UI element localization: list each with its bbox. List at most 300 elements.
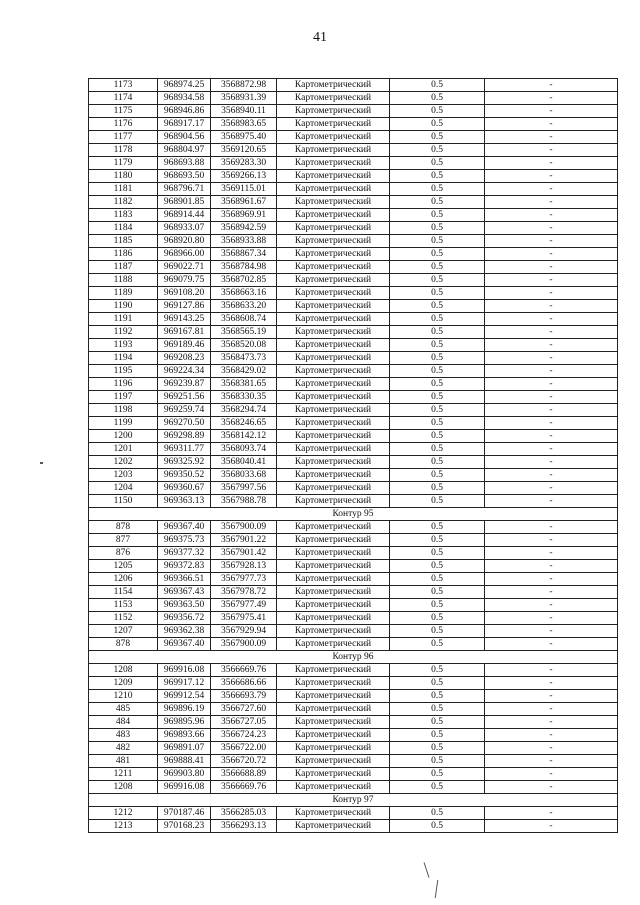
description: - [485,248,618,261]
y-coordinate: 3569120.65 [211,144,277,157]
method: Картометрический [277,521,390,534]
description: - [485,430,618,443]
y-coordinate: 3568942.59 [211,222,277,235]
x-coordinate: 969888.41 [158,755,211,768]
description: - [485,209,618,222]
table-row [89,300,618,313]
method: Картометрический [277,807,390,820]
x-coordinate: 969895.96 [158,716,211,729]
y-coordinate: 3566669.76 [211,664,277,677]
x-coordinate: 969127.86 [158,300,211,313]
accuracy: 0.5 [390,703,485,716]
x-coordinate: 969356.72 [158,612,211,625]
description: - [485,365,618,378]
accuracy: 0.5 [390,638,485,651]
accuracy: 0.5 [390,547,485,560]
table-row [89,313,618,326]
table-row [89,664,618,677]
table-row [89,222,618,235]
accuracy: 0.5 [390,586,485,599]
description: - [485,768,618,781]
method: Картометрический [277,131,390,144]
x-coordinate: 968914.44 [158,209,211,222]
method: Картометрический [277,482,390,495]
accuracy: 0.5 [390,196,485,209]
method: Картометрический [277,677,390,690]
table-row [89,378,618,391]
table-row [89,547,618,560]
accuracy: 0.5 [390,248,485,261]
method: Картометрический [277,638,390,651]
y-coordinate: 3568933.88 [211,235,277,248]
contour-header-row [89,508,618,521]
y-coordinate: 3569115.01 [211,183,277,196]
y-coordinate: 3567900.09 [211,638,277,651]
table-row [89,157,618,170]
contour-label: Контур 96 [89,651,618,664]
x-coordinate: 969079.75 [158,274,211,287]
point-number: 1204 [89,482,158,495]
contour-header-row [89,794,618,807]
y-coordinate: 3567901.42 [211,547,277,560]
method: Картометрический [277,365,390,378]
table-row [89,690,618,703]
table-row [89,274,618,287]
accuracy: 0.5 [390,235,485,248]
scan-mark [424,862,430,878]
point-number: 1198 [89,404,158,417]
x-coordinate: 969108.20 [158,287,211,300]
accuracy: 0.5 [390,222,485,235]
accuracy: 0.5 [390,443,485,456]
method: Картометрический [277,170,390,183]
point-number: 484 [89,716,158,729]
y-coordinate: 3568867.34 [211,248,277,261]
accuracy: 0.5 [390,144,485,157]
x-coordinate: 969259.74 [158,404,211,417]
y-coordinate: 3568663.16 [211,287,277,300]
description: - [485,391,618,404]
table-row [89,586,618,599]
table-row [89,79,618,92]
coordinates-table [88,78,618,833]
y-coordinate: 3567900.09 [211,521,277,534]
accuracy: 0.5 [390,664,485,677]
point-number: 1200 [89,430,158,443]
x-coordinate: 968804.97 [158,144,211,157]
point-number: 876 [89,547,158,560]
table-row [89,521,618,534]
method: Картометрический [277,118,390,131]
method: Картометрический [277,625,390,638]
table-row [89,287,618,300]
y-coordinate: 3566669.76 [211,781,277,794]
x-coordinate: 968934.58 [158,92,211,105]
point-number: 1183 [89,209,158,222]
scan-mark [40,462,43,464]
method: Картометрический [277,417,390,430]
y-coordinate: 3568294.74 [211,404,277,417]
x-coordinate: 969208.23 [158,352,211,365]
point-number: 485 [89,703,158,716]
table-row [89,183,618,196]
table-row [89,573,618,586]
method: Картометрический [277,664,390,677]
x-coordinate: 969325.92 [158,456,211,469]
method: Картометрический [277,534,390,547]
method: Картометрический [277,326,390,339]
table-row [89,339,618,352]
accuracy: 0.5 [390,495,485,508]
point-number: 1173 [89,79,158,92]
point-number: 1206 [89,573,158,586]
method: Картометрический [277,573,390,586]
description: - [485,339,618,352]
method: Картометрический [277,404,390,417]
x-coordinate: 969189.46 [158,339,211,352]
description: - [485,755,618,768]
accuracy: 0.5 [390,118,485,131]
accuracy: 0.5 [390,209,485,222]
point-number: 1212 [89,807,158,820]
table-row [89,404,618,417]
x-coordinate: 969367.43 [158,586,211,599]
description: - [485,118,618,131]
coordinates-table-body [89,79,618,833]
description: - [485,716,618,729]
point-number: 1207 [89,625,158,638]
x-coordinate: 969167.81 [158,326,211,339]
x-coordinate: 968917.17 [158,118,211,131]
y-coordinate: 3567977.73 [211,573,277,586]
point-number: 1152 [89,612,158,625]
point-number: 1153 [89,599,158,612]
accuracy: 0.5 [390,781,485,794]
table-row [89,781,618,794]
table-row [89,625,618,638]
y-coordinate: 3567929.94 [211,625,277,638]
point-number: 1203 [89,469,158,482]
x-coordinate: 968933.07 [158,222,211,235]
y-coordinate: 3567988.78 [211,495,277,508]
method: Картометрический [277,547,390,560]
description: - [485,638,618,651]
point-number: 1210 [89,690,158,703]
method: Картометрический [277,820,390,833]
contour-label: Контур 95 [89,508,618,521]
accuracy: 0.5 [390,105,485,118]
point-number: 878 [89,521,158,534]
x-coordinate: 968901.85 [158,196,211,209]
x-coordinate: 969375.73 [158,534,211,547]
description: - [485,677,618,690]
x-coordinate: 968974.25 [158,79,211,92]
point-number: 1197 [89,391,158,404]
y-coordinate: 3567901.22 [211,534,277,547]
table-row [89,391,618,404]
description: - [485,417,618,430]
accuracy: 0.5 [390,352,485,365]
accuracy: 0.5 [390,339,485,352]
table-row [89,768,618,781]
point-number: 1154 [89,586,158,599]
method: Картометрический [277,456,390,469]
description: - [485,820,618,833]
accuracy: 0.5 [390,599,485,612]
x-coordinate: 969143.25 [158,313,211,326]
y-coordinate: 3567978.72 [211,586,277,599]
description: - [485,586,618,599]
y-coordinate: 3568040.41 [211,456,277,469]
description: - [485,300,618,313]
point-number: 1190 [89,300,158,313]
method: Картометрический [277,196,390,209]
table-row [89,807,618,820]
point-number: 1150 [89,495,158,508]
point-number: 482 [89,742,158,755]
y-coordinate: 3566722.00 [211,742,277,755]
table-row [89,599,618,612]
description: - [485,313,618,326]
x-coordinate: 968946.86 [158,105,211,118]
table-row [89,443,618,456]
method: Картометрический [277,274,390,287]
description: - [485,404,618,417]
method: Картометрический [277,586,390,599]
point-number: 1208 [89,781,158,794]
x-coordinate: 969896.19 [158,703,211,716]
point-number: 1182 [89,196,158,209]
x-coordinate: 969912.54 [158,690,211,703]
point-number: 1181 [89,183,158,196]
point-number: 1184 [89,222,158,235]
y-coordinate: 3568565.19 [211,326,277,339]
method: Картометрический [277,391,390,404]
point-number: 1191 [89,313,158,326]
accuracy: 0.5 [390,820,485,833]
table-row [89,742,618,755]
accuracy: 0.5 [390,521,485,534]
description: - [485,274,618,287]
y-coordinate: 3568520.08 [211,339,277,352]
accuracy: 0.5 [390,274,485,287]
method: Картометрический [277,235,390,248]
description: - [485,196,618,209]
accuracy: 0.5 [390,326,485,339]
description: - [485,807,618,820]
method: Картометрический [277,430,390,443]
accuracy: 0.5 [390,404,485,417]
point-number: 1175 [89,105,158,118]
accuracy: 0.5 [390,430,485,443]
page-number: 41 [313,30,327,45]
y-coordinate: 3568429.02 [211,365,277,378]
description: - [485,456,618,469]
description: - [485,378,618,391]
contour-header-row [89,651,618,664]
y-coordinate: 3568633.20 [211,300,277,313]
description: - [485,92,618,105]
y-coordinate: 3568142.12 [211,430,277,443]
accuracy: 0.5 [390,456,485,469]
method: Картометрический [277,703,390,716]
x-coordinate: 968796.71 [158,183,211,196]
accuracy: 0.5 [390,287,485,300]
table-row [89,352,618,365]
x-coordinate: 969916.08 [158,664,211,677]
y-coordinate: 3568093.74 [211,443,277,456]
table-row [89,417,618,430]
description: - [485,235,618,248]
description: - [485,781,618,794]
method: Картометрический [277,755,390,768]
x-coordinate: 969362.38 [158,625,211,638]
description: - [485,521,618,534]
point-number: 1174 [89,92,158,105]
y-coordinate: 3567977.49 [211,599,277,612]
point-number: 1180 [89,170,158,183]
table-row [89,612,618,625]
method: Картометрический [277,443,390,456]
accuracy: 0.5 [390,482,485,495]
point-number: 483 [89,729,158,742]
method: Картометрический [277,768,390,781]
table-row [89,703,618,716]
method: Картометрический [277,378,390,391]
y-coordinate: 3568784.98 [211,261,277,274]
table-row [89,92,618,105]
method: Картометрический [277,469,390,482]
description: - [485,729,618,742]
method: Картометрический [277,157,390,170]
accuracy: 0.5 [390,534,485,547]
table-row [89,144,618,157]
accuracy: 0.5 [390,183,485,196]
table-row [89,716,618,729]
point-number: 1195 [89,365,158,378]
y-coordinate: 3568702.85 [211,274,277,287]
table-row [89,131,618,144]
y-coordinate: 3567928.13 [211,560,277,573]
table-row [89,326,618,339]
table-row [89,209,618,222]
accuracy: 0.5 [390,677,485,690]
method: Картометрический [277,716,390,729]
accuracy: 0.5 [390,157,485,170]
accuracy: 0.5 [390,469,485,482]
table-row [89,196,618,209]
description: - [485,131,618,144]
description: - [485,495,618,508]
x-coordinate: 969022.71 [158,261,211,274]
x-coordinate: 969224.34 [158,365,211,378]
method: Картометрический [277,105,390,118]
method: Картометрический [277,287,390,300]
x-coordinate: 968966.00 [158,248,211,261]
accuracy: 0.5 [390,742,485,755]
method: Картометрический [277,599,390,612]
accuracy: 0.5 [390,612,485,625]
y-coordinate: 3568975.40 [211,131,277,144]
method: Картометрический [277,612,390,625]
table-row [89,170,618,183]
x-coordinate: 969360.67 [158,482,211,495]
table-row [89,456,618,469]
method: Картометрический [277,313,390,326]
y-coordinate: 3568473.73 [211,352,277,365]
method: Картометрический [277,300,390,313]
y-coordinate: 3566293.13 [211,820,277,833]
x-coordinate: 969363.13 [158,495,211,508]
table-row [89,261,618,274]
y-coordinate: 3566724.23 [211,729,277,742]
table-row [89,105,618,118]
x-coordinate: 969239.87 [158,378,211,391]
y-coordinate: 3568931.39 [211,92,277,105]
accuracy: 0.5 [390,417,485,430]
point-number: 1208 [89,664,158,677]
method: Картометрический [277,209,390,222]
description: - [485,703,618,716]
description: - [485,261,618,274]
method: Картометрический [277,560,390,573]
point-number: 1193 [89,339,158,352]
point-number: 1185 [89,235,158,248]
point-number: 1213 [89,820,158,833]
point-number: 1201 [89,443,158,456]
x-coordinate: 969350.52 [158,469,211,482]
table-row [89,248,618,261]
method: Картометрический [277,781,390,794]
table-row [89,482,618,495]
description: - [485,560,618,573]
point-number: 481 [89,755,158,768]
accuracy: 0.5 [390,313,485,326]
description: - [485,664,618,677]
y-coordinate: 3568983.65 [211,118,277,131]
accuracy: 0.5 [390,573,485,586]
x-coordinate: 969893.66 [158,729,211,742]
description: - [485,170,618,183]
point-number: 1205 [89,560,158,573]
x-coordinate: 970168.23 [158,820,211,833]
x-coordinate: 969372.83 [158,560,211,573]
x-coordinate: 969270.50 [158,417,211,430]
method: Картометрический [277,222,390,235]
x-coordinate: 969367.40 [158,638,211,651]
table-row [89,365,618,378]
table-row [89,755,618,768]
description: - [485,326,618,339]
description: - [485,742,618,755]
method: Картометрический [277,742,390,755]
point-number: 1176 [89,118,158,131]
y-coordinate: 3568608.74 [211,313,277,326]
x-coordinate: 969298.89 [158,430,211,443]
table-row [89,534,618,547]
method: Картометрический [277,261,390,274]
accuracy: 0.5 [390,768,485,781]
x-coordinate: 969367.40 [158,521,211,534]
y-coordinate: 3566720.72 [211,755,277,768]
point-number: 1186 [89,248,158,261]
method: Картометрический [277,352,390,365]
method: Картометрический [277,729,390,742]
accuracy: 0.5 [390,729,485,742]
x-coordinate: 969363.50 [158,599,211,612]
method: Картометрический [277,92,390,105]
point-number: 1194 [89,352,158,365]
